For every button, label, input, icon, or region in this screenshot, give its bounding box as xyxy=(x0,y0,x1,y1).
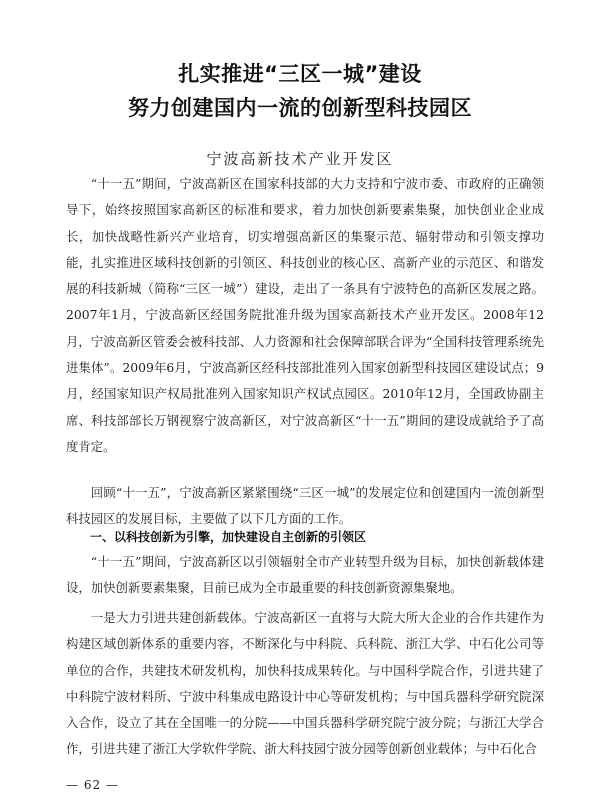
title-line-1: 扎实推进“三区一城”建设 xyxy=(178,62,422,86)
section-paragraph-2: 一是大力引进共建创新载体。宁波高新区一直将与大院大所大企业的合作共建作为构建区域创新体系的重要内容，不断深化与中科院、兵科院、浙江大学、中石化公司等单位的合作，共建技术研发机构，加快科技成果转化。与中国科学院合作，引进共建了中科院宁波材料所、宁波中科集成电路设计中心等研发机构；与中国兵器科学研究院深入合作，设立了其在全国唯一的分院——中国兵器科学研究院宁波分院；与浙江大学合作，引进共建了浙江大学软件学院、浙大科技园宁波分园等创新创业载体；与中石化合 xyxy=(66,610,544,757)
section-paragraph-1: “十一五”期间，宁波高新区以引领辐射全市产业转型升级为目标，加快创新载体建设，加快创新要素集聚，目前已成为全市最重要的科技创新资源集聚地。 xyxy=(66,554,544,596)
section-heading: 一、以科技创新为引擎，加快建设自主创新的引领区 xyxy=(90,530,367,544)
intro-paragraph xyxy=(66,171,544,460)
title-line-2: 努力创建国内一流的创新型科技园区 xyxy=(128,96,472,120)
page-number: — 62 — xyxy=(66,778,119,792)
paragraph-2: 回顾“十一五”，宁波高新区紧紧围绕“三区一城”的发展定位和创建国内一流创新型科技园区的发展目标，主要做了以下几方面的工作。 xyxy=(66,485,544,527)
paragraph-1: “十一五”期间，宁波高新区在国家科技部的大力支持和宁波市委、市政府的正确领导下，始终按照国家高新区的标准和要求，着力加快创新要素集聚，加快创业企业成长，加快战略性新兴产业培育，切实增强高新区的集聚示范、辐射带动和引领支撑功能，扎实推进区域科技创新的引领区、科技创业的核心区、高新产业的示范区、和谐发展的科技新城（简称“三区一城”）建设，走出了一条具有宁波特色的高新区发展之路。2007年1月，宁波高新区经国务院批准升级为国家高新技术产业开发区。2008年12月，宁波高新区管委会被科技部、人力资源和社会保障部联合评为“全国科技管理系统先进集体”。2009年6月，宁波高新区经科技部批准列入国家创新型科技园区建设试点；9月，经国家知识产权局批准列入国家知识产权试点园区。2010年12月，全国政协副主席、科技部部长万钢视察宁波高新区，对宁波高新区“十一五”期间的建设成就给予了高度肯定。 xyxy=(66,176,544,454)
review-paragraph xyxy=(66,480,544,533)
section-paragraph-block-2 xyxy=(66,605,544,763)
author-line: 宁波高新技术产业开发区 xyxy=(206,150,394,168)
section-paragraph-block-1 xyxy=(66,549,544,602)
